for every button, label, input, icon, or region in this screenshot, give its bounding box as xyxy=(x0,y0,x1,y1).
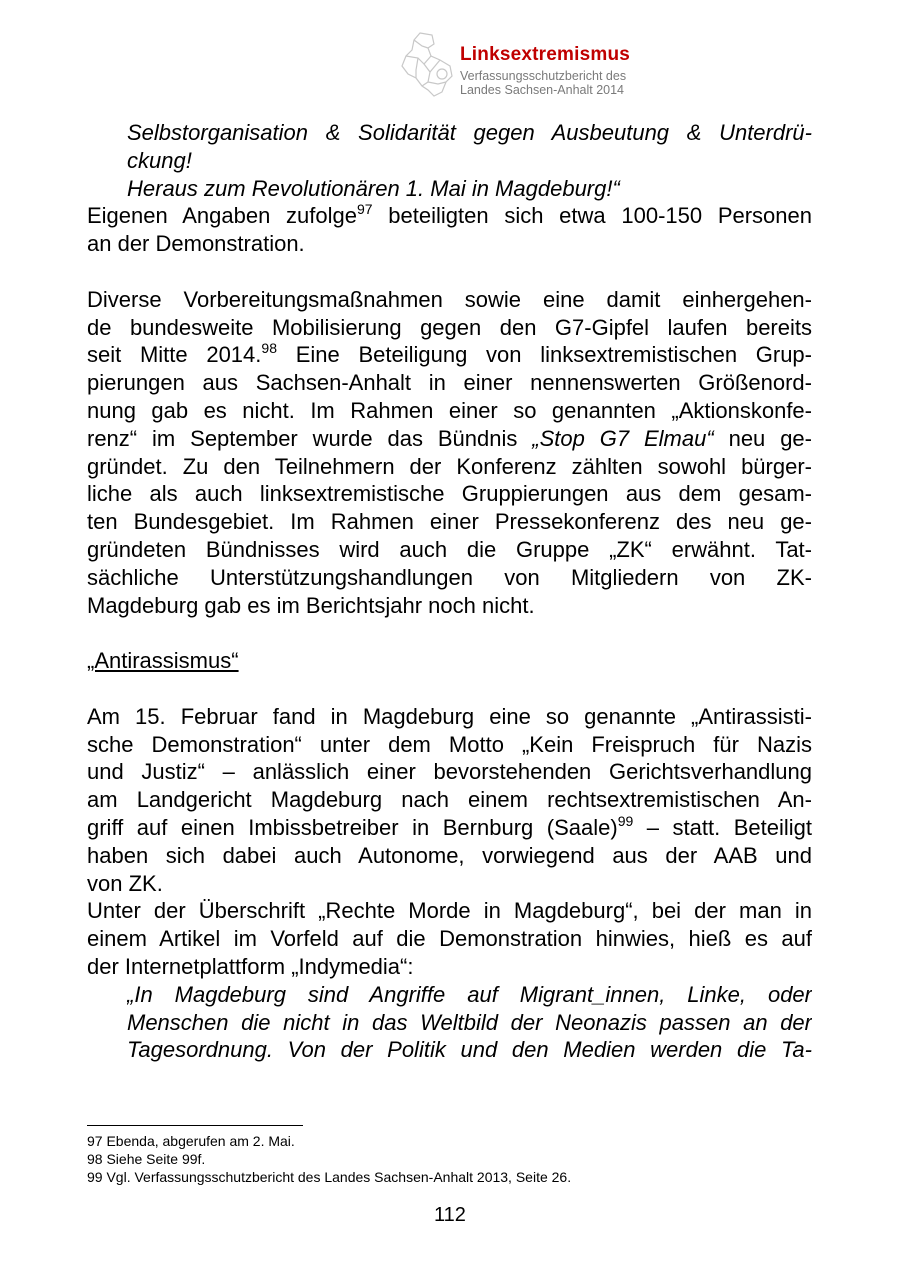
text-line xyxy=(87,592,812,620)
text-segment: Eine Beteiligung von linksextremistischen Grup- xyxy=(276,342,812,368)
text-segment: und Justiz“ – anlässlich einer bevorstehenden Gerichtsverhandlung xyxy=(87,759,812,785)
text-segment: „Antirassismus“ xyxy=(87,648,239,674)
text-segment: an der Demonstration. xyxy=(87,231,305,257)
text-segment: ckung! xyxy=(127,147,192,173)
text-segment: „Stop G7 Elmau“ xyxy=(532,425,714,451)
text-segment: Heraus zum Revolutionären 1. Mai in Magdeburg!“ xyxy=(127,175,620,201)
header-subtitle-line2: Landes Sachsen-Anhalt 2014 xyxy=(460,83,625,97)
saxony-anhalt-map-icon xyxy=(398,30,458,100)
text-segment: „In Magdeburg sind Angriffe auf Migrant_innen, Linke, oder xyxy=(127,981,812,1007)
footnote-ref: 97 xyxy=(357,202,373,218)
text-segment: haben sich dabei auch Autonome, vorwiegend aus der AAB und xyxy=(87,842,812,868)
text-segment: nung gab es nicht. Im Rahmen einer so genannten „Aktionskonfe- xyxy=(87,397,812,423)
text-line xyxy=(87,314,812,342)
text-segment: – statt. Beteiligt xyxy=(633,814,812,840)
text-line xyxy=(87,341,812,369)
text-segment: Magdeburg gab es im Berichtsjahr noch nicht. xyxy=(87,592,535,618)
text-segment: sächliche Unterstützungshandlungen von Mitgliedern von ZK- xyxy=(87,564,812,590)
text-segment: seit Mitte 2014. xyxy=(87,342,262,368)
text-segment: beteiligten sich etwa 100-150 Personen xyxy=(372,203,812,229)
text-segment: Diverse Vorbereitungsmaßnahmen sowie eine damit einhergehen- xyxy=(87,286,812,312)
text-line xyxy=(87,202,812,230)
quote-line xyxy=(127,175,812,203)
footnote-97: 97 Ebenda, abgerufen am 2. Mai. xyxy=(87,1133,295,1149)
text-segment: von ZK. xyxy=(87,870,163,896)
text-segment: Selbstorganisation & Solidarität gegen Ausbeutung & Unterdrü- xyxy=(127,120,812,145)
text-segment: ten Bundesgebiet. Im Rahmen einer Pressekonferenz des neu ge- xyxy=(87,509,812,535)
blank-line xyxy=(87,619,812,647)
quote-line xyxy=(127,1009,812,1037)
footnote-ref: 98 xyxy=(261,341,277,357)
blank-line xyxy=(87,258,812,286)
text-segment: einem Artikel im Vorfeld auf die Demonstration hinwies, hieß es auf xyxy=(87,926,812,952)
section-heading xyxy=(87,647,812,675)
text-segment: Am 15. Februar fand in Magdeburg eine so genannte „Antirassisti- xyxy=(87,703,812,729)
text-line xyxy=(87,953,812,981)
text-line xyxy=(87,925,812,953)
text-segment: griff auf einen Imbissbetreiber in Bernburg (Saale) xyxy=(87,814,618,840)
text-line xyxy=(87,425,812,453)
page-number: 112 xyxy=(434,1204,466,1226)
text-line xyxy=(87,786,812,814)
text-segment: Unter der Überschrift „Rechte Morde in Magdeburg“, bei der man in xyxy=(87,898,812,924)
text-line xyxy=(87,397,812,425)
text-segment: Eigenen Angaben zufolge xyxy=(87,203,357,229)
text-line xyxy=(87,286,812,314)
text-segment: Tagesordnung. Von der Politik und den Medien werden die Ta- xyxy=(127,1037,812,1063)
text-line xyxy=(87,758,812,786)
text-line xyxy=(87,870,812,898)
footnote-divider xyxy=(87,1125,303,1126)
text-segment: gründet. Zu den Teilnehmern der Konferenz zählten sowohl bürger- xyxy=(87,453,812,479)
text-segment: pierungen aus Sachsen-Anhalt in einer nennenswerten Größenord- xyxy=(87,370,812,396)
text-segment: gründeten Bündnisses wird auch die Gruppe „ZK“ erwähnt. Tat- xyxy=(87,536,812,562)
header-logo xyxy=(398,30,658,100)
footnote-ref: 99 xyxy=(617,813,634,829)
text-segment: sche Demonstration“ unter dem Motto „Kein Freispruch für Nazis xyxy=(87,731,812,757)
text-segment: Menschen die nicht in das Weltbild der Neonazis passen an der xyxy=(127,1009,812,1035)
footnote-99: 99 Vgl. Verfassungsschutzbericht des Landes Sachsen-Anhalt 2013, Seite 26. xyxy=(87,1169,572,1185)
text-line xyxy=(87,731,812,759)
header-subtitle-line1: Verfassungsschutzbericht des xyxy=(460,69,627,83)
text-line xyxy=(87,508,812,536)
quote-line xyxy=(127,119,812,147)
text-line xyxy=(87,480,812,508)
text-line xyxy=(87,814,812,842)
body-text xyxy=(87,119,812,1064)
text-line xyxy=(87,230,812,258)
text-segment: neu ge- xyxy=(713,425,812,451)
blank-line xyxy=(87,675,812,703)
text-line xyxy=(87,453,812,481)
text-line xyxy=(87,703,812,731)
header-title: Linksextremismus xyxy=(460,44,631,65)
text-line xyxy=(87,369,812,397)
text-line xyxy=(87,842,812,870)
text-segment: der Internetplattform „Indymedia“: xyxy=(87,953,414,979)
text-segment: de bundesweite Mobilisierung gegen den G7-Gipfel laufen bereits xyxy=(87,314,812,340)
text-line xyxy=(87,536,812,564)
text-line xyxy=(87,564,812,592)
footnote-98: 98 Siehe Seite 99f. xyxy=(87,1151,206,1167)
text-line xyxy=(87,897,812,925)
text-segment: am Landgericht Magdeburg nach einem rechtsextremistischen An- xyxy=(87,787,812,813)
quote-line xyxy=(127,981,812,1009)
text-segment: renz“ im September wurde das Bündnis xyxy=(87,425,533,451)
text-segment: liche als auch linksextremistische Gruppierungen aus dem gesam- xyxy=(87,481,812,507)
quote-line xyxy=(127,147,812,175)
quote-line xyxy=(127,1036,812,1064)
